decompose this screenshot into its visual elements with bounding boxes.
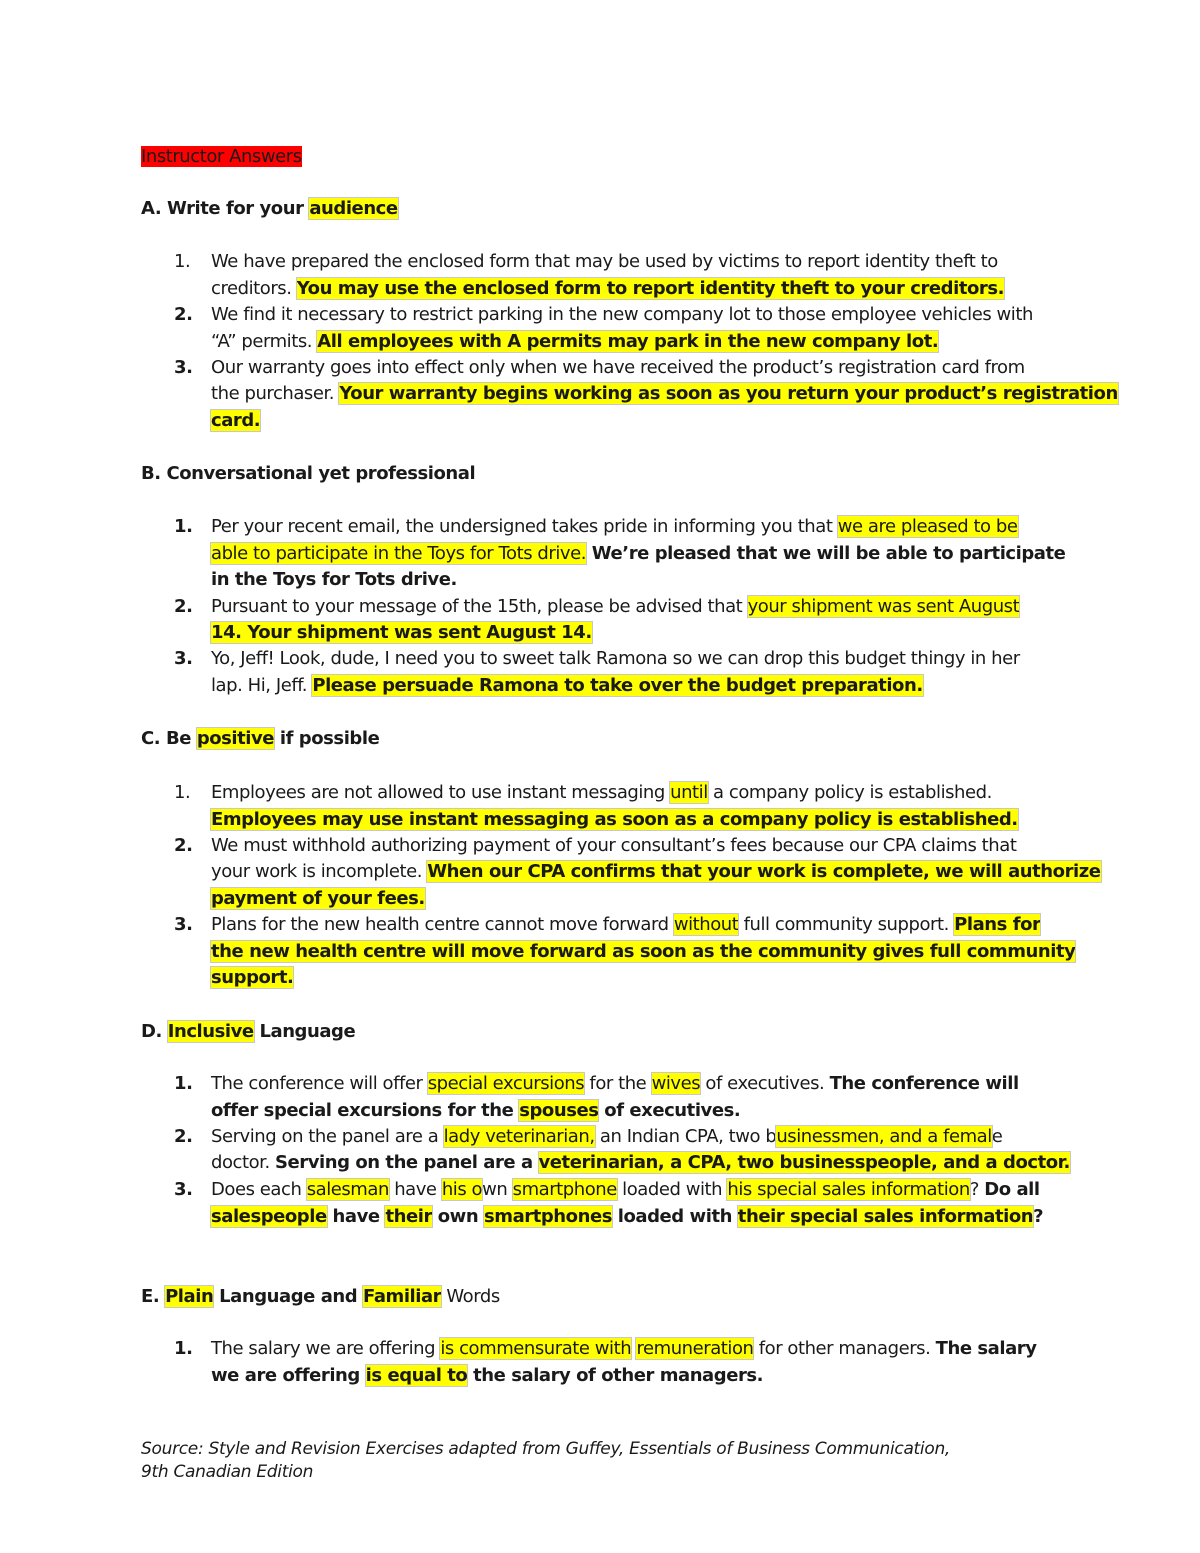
list-item: 2. We find it necessary to restrict parking in the new company lot to those employee vehicles with bbox=[174, 304, 1033, 325]
list-item-line: able to participate in the Toys for Tots drive. We’re pleased that we will be able to participate bbox=[211, 543, 1066, 564]
list-item: 2. Serving on the panel are a lady veterinarian, an Indian CPA, two businessmen, and a female bbox=[174, 1126, 1003, 1147]
list-item: 3. Our warranty goes into effect only when we have received the product’s registration card from bbox=[174, 357, 1025, 378]
section-a-heading: A. Write for your audience bbox=[141, 198, 398, 219]
section-d-heading: D. Inclusive Language bbox=[141, 1021, 356, 1042]
list-item: 1. The conference will offer special excursions for the wives of executives. The conference will bbox=[174, 1073, 1019, 1094]
list-item: 1. Employees are not allowed to use instant messaging until a company policy is established. bbox=[174, 782, 992, 803]
list-item-line: 14. Your shipment was sent August 14. bbox=[211, 622, 592, 643]
list-item-line: lap. Hi, Jeff. Please persuade Ramona to take over the budget preparation. bbox=[211, 675, 923, 696]
list-item-line: offer special excursions for the spouses of executives. bbox=[211, 1100, 741, 1121]
list-item: 3. Does each salesman have his own smartphone loaded with his special sales information? Do all bbox=[174, 1179, 1040, 1200]
list-item-line: creditors. You may use the enclosed form to report identity theft to your creditors. bbox=[211, 278, 1004, 299]
list-item-line: the purchaser. Your warranty begins working as soon as you return your product’s registration bbox=[211, 383, 1118, 404]
list-item: 2. Pursuant to your message of the 15th, please be advised that your shipment was sent August bbox=[174, 596, 1020, 617]
list-item-line: salespeople have their own smartphones loaded with their special sales information? bbox=[211, 1206, 1044, 1227]
list-item-line: support. bbox=[211, 967, 294, 988]
list-item: 3. Plans for the new health centre cannot move forward without full community support. Plans for bbox=[174, 914, 1041, 935]
list-item-line: we are offering is equal to the salary of other managers. bbox=[211, 1365, 764, 1386]
list-item: 1. We have prepared the enclosed form that may be used by victims to report identity theft to bbox=[174, 251, 998, 272]
list-item-line: “A” permits. All employees with A permits may park in the new company lot. bbox=[211, 331, 939, 352]
list-item: 2. We must withhold authorizing payment of your consultant’s fees because our CPA claims that bbox=[174, 835, 1017, 856]
list-item-line: your work is incomplete. When our CPA confirms that your work is complete, we will authorize bbox=[211, 861, 1101, 882]
section-e-heading: E. Plain Language and Familiar Words bbox=[141, 1286, 500, 1307]
page-title: Instructor Answers bbox=[141, 146, 302, 167]
list-item-line: in the Toys for Tots drive. bbox=[211, 569, 457, 590]
source-citation: Source: Style and Revision Exercises adapted from Guffey, Essentials of Business Communication, bbox=[141, 1439, 951, 1459]
list-item-line: the new health centre will move forward as soon as the community gives full community bbox=[211, 941, 1076, 962]
list-item: 1. Per your recent email, the undersigned takes pride in informing you that we are pleased to be bbox=[174, 516, 1018, 537]
list-item-line: card. bbox=[211, 410, 261, 431]
list-item-line: Employees may use instant messaging as soon as a company policy is established. bbox=[211, 809, 1018, 830]
section-b-heading: B. Conversational yet professional bbox=[141, 463, 476, 484]
section-c-heading: C. Be positive if possible bbox=[141, 728, 380, 749]
list-item-line: doctor. Serving on the panel are a veterinarian, a CPA, two businesspeople, and a doctor. bbox=[211, 1152, 1070, 1173]
source-citation-edition: 9th Canadian Edition bbox=[141, 1462, 314, 1482]
list-item: 3. Yo, Jeff! Look, dude, I need you to sweet talk Ramona so we can drop this budget thingy in her bbox=[174, 648, 1020, 669]
list-item: 1. The salary we are offering is commensurate with remuneration for other managers. The salary bbox=[174, 1338, 1037, 1359]
list-item-line: payment of your fees. bbox=[211, 888, 425, 909]
